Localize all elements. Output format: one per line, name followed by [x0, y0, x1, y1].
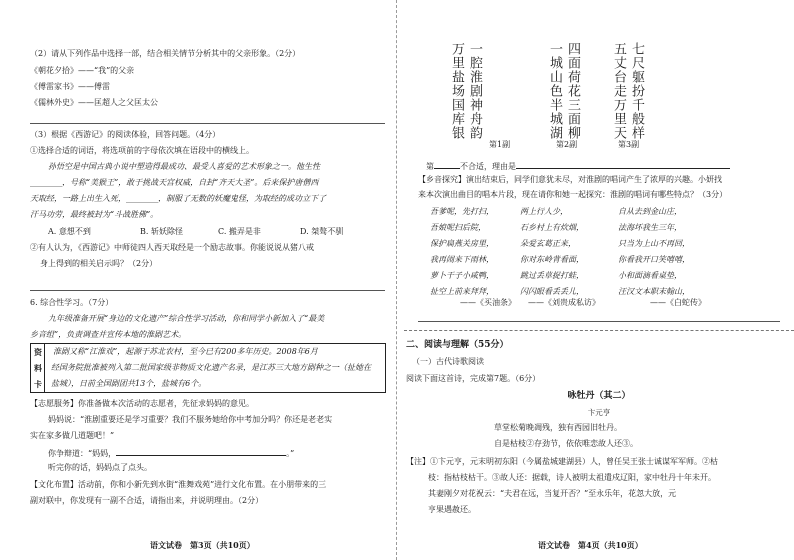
lyric-3-line-1: 自从去到金山庄，	[618, 207, 682, 216]
lyric-1-title: ——《买油条》	[460, 298, 516, 307]
couplet-2-label: 第2副	[556, 140, 578, 149]
lyric-3-line-2: 法海坏我生三年，	[618, 223, 682, 232]
lyric-2-line-5: 跳过丢草捉打蛙，	[520, 271, 584, 280]
mom-line-2: 实在家多做几道题吧！”	[30, 431, 115, 440]
notes-4: 亨果遇赦还。	[428, 505, 476, 514]
lyric-1-line-3: 保护扁燕关房里，	[430, 239, 494, 248]
lyric-2-title: ——《刘贵成私访》	[528, 298, 600, 307]
lyric-3-line-3: 只当为上山不再回，	[618, 239, 690, 248]
q3-sub2-line1: ②有人认为，《西游记》中师徒四人西天取经是一个励志故事。你能说说从猪八戒	[30, 243, 314, 252]
mom-line-1: 妈妈说：“淮剧重要还是学习重要？我们不服务她给你中考加分吗？你还是老老实	[48, 415, 333, 424]
your-answer-line: 你争辩道：“妈妈， 。”	[48, 449, 295, 458]
layout-task-1: 【文化布置】活动前，你和小新先到水街“淮舞戏苑”进行文化布置。在小朋带来的三	[30, 480, 327, 489]
lyric-1-line-5: 萝卜干子小咸鸭，	[430, 271, 494, 280]
poem-line-1: 草堂松菊晚凋残，独有西园旧牡丹。	[494, 423, 622, 432]
data-card	[30, 343, 386, 393]
right-footer: 语文试卷 第4页（共10页）	[538, 540, 643, 550]
couplet-1-label: 第1副	[489, 140, 511, 149]
answer-line[interactable]	[30, 290, 385, 291]
lyric-1-line-2: 吾娘呢扫后院，	[430, 223, 486, 232]
volunteer-task: 【志愿服务】你准备做本次活动的志愿者，先征求妈妈的意见。	[30, 399, 254, 408]
lyric-1-line-6: 扯空上前来拜拜，	[430, 287, 494, 296]
q3-option-b: B. 斩妖除怪	[140, 227, 183, 236]
lyric-3-line-4: 你看我开口笑嘻嘻，	[618, 255, 690, 264]
left-footer: 语文试卷 第3页（共10页）	[150, 540, 255, 550]
couplet-3-line-2: 五丈台走万里天	[611, 42, 626, 140]
data-card-line-1: 淮剧又称“江淮戏”，起源于苏北农村，至今已有200多年历史。2008年6月	[53, 347, 318, 356]
couplet-3-line-1: 七尺躯扮千般样	[629, 42, 644, 140]
q6-intro-1: 九年级准备开展“身边的文化遗产”综合性学习活动，你和同学小新加入了“最美	[48, 314, 325, 323]
q3-para-4: 汗马功劳，最终被封为“斗战胜佛”。	[30, 210, 159, 219]
notes-3: 其妻刚夕对花祝云：“夫君在远，当复开否？”至永乐年，花忽大放，元	[428, 489, 677, 498]
page-fold-line	[396, 0, 397, 560]
q6-intro-2: 乡音组”，负责调查并宣传本地的淮剧艺术。	[30, 330, 187, 339]
answer-line[interactable]	[30, 123, 385, 124]
q3-sub1: ①选择合适的词语，将选项前的字母依次填在语段中的横线上。	[30, 146, 254, 155]
sub-section-1: （一）古代诗歌阅读	[412, 357, 484, 366]
data-card-label: 资 料 卡	[31, 344, 45, 392]
poem-author: 卞元亨	[587, 408, 611, 417]
answer-line[interactable]	[418, 321, 780, 322]
q2-title: （2）请从下列作品中选择一部，结合相关情节分析其中的父亲形象。（2分）	[30, 49, 301, 58]
lyric-1-line-1: 吾爹呢，先打扫，	[430, 207, 494, 216]
q3-para-2: ________，号称“美猴王”，敢于挑战天宫权威，自封“齐天大圣”。后来保护唐僧西	[30, 178, 319, 187]
q3-sub2-line2: 身上得到的相关启示吗？（2分）	[40, 259, 158, 268]
couplet-2-line-1: 四面荷花三面柳	[565, 42, 580, 140]
couplet-3-label: 第3副	[618, 140, 640, 149]
section-divider	[404, 330, 794, 331]
q3-option-d: D. 桀骜不驯	[300, 227, 344, 236]
couplet-1-line-2: 万里盐场国库银	[449, 42, 464, 140]
left-page	[0, 0, 392, 560]
data-card-line-2: 经国务院批准被列入第二批国家级非物质文化遗产名录，是江苏三大地方剧种之一（扯她在	[51, 363, 371, 372]
couplet-1-line-1: 一腔淮剧神舟韵	[467, 42, 482, 140]
lyric-3-title: ——《白蛇传》	[650, 298, 706, 307]
lyric-2-line-1: 两上行人少，	[520, 207, 568, 216]
layout-task-2: 副对联中，你发现有一副不合适，请指出来，并说明理由。（2分）	[30, 496, 264, 505]
lyric-3-line-6: 汪汉文本职末翰山，	[618, 287, 690, 296]
answer-blank[interactable]	[116, 447, 286, 456]
q3-para-1: 孙悟空是中国古典小说中塑造得最成功、最受人喜爱的艺术形象之一。他生性	[48, 162, 320, 171]
instruction: 阅读下面这首诗，完成第7题。（6分）	[406, 374, 541, 383]
couplet-answer: 第 不合适，理由是	[426, 160, 730, 172]
q3-option-a: A. 意想不到	[48, 227, 91, 236]
q3-option-c: C. 搬弄是非	[218, 227, 261, 236]
explore-1: 【乡音探究】演出结束后，同学们意犹未尽，对淮剧的唱词产生了浓厚的兴趣。小妍找	[418, 175, 722, 184]
couplet-2-line-2: 一城山色半城湖	[547, 42, 562, 140]
lyric-2-line-2: 石乡村上有炊烟，	[520, 223, 584, 232]
poem-line-2: 自是枯枝②存劲节，依依唯恋故人还③。	[494, 439, 638, 448]
right-page	[404, 0, 794, 560]
q2-work-2: 《傅雷家书》——傅雷	[30, 82, 110, 91]
q3-para-3: 天取经，一路上出生入死，________，制服了无数的妖魔鬼怪，为取经的成功立下了	[30, 194, 326, 203]
notes-2: 枝：指枯枝枯干。③故人还：据载，诗人被明太祖遣戍辽阳，家中牡丹十年未开。	[428, 473, 716, 482]
section-2-title: 二、阅读与理解（55分）	[406, 340, 509, 350]
mom-after: 听完你的话，妈妈点了点头。	[48, 463, 152, 472]
explore-2: 来本次演出曲目的唱本片段，现在请你和她一起探究：淮剧的唱词有哪些特点？（3分）	[418, 190, 728, 199]
poem-title: 咏牡丹（其二）	[567, 391, 631, 401]
lyric-1-line-4: 我再闹来下雨林，	[430, 255, 494, 264]
answer-blank[interactable]	[434, 160, 460, 169]
answer-blank[interactable]	[516, 160, 730, 169]
lyric-2-line-6: 闪闪眼看丢丢儿，	[520, 287, 584, 296]
q2-work-1: 《朝花夕拾》——“我”的父亲	[30, 66, 135, 75]
lyric-2-line-4: 你对东岭背看面，	[520, 255, 584, 264]
lyric-3-line-5: 小和面滴看桌垫，	[618, 271, 682, 280]
lyric-2-line-3: 朵爱玄葛正来，	[520, 239, 576, 248]
notes-1: 【注】①卞元亨，元末明初东阳（今属盐城建湖县）人，曾任吴王张士诚谋军军师。②枯	[406, 457, 718, 466]
q6-title: 6. 综合性学习。（7分）	[30, 298, 114, 307]
data-card-line-3: 盐城），日前全国剧团共13个，盐城有6个。	[51, 379, 207, 388]
q3-title: （3）根据《西游记》的阅读体验，回答问题。（4分）	[30, 130, 221, 139]
q2-work-3: 《儒林外史》——匡超人之父匡太公	[30, 98, 158, 107]
